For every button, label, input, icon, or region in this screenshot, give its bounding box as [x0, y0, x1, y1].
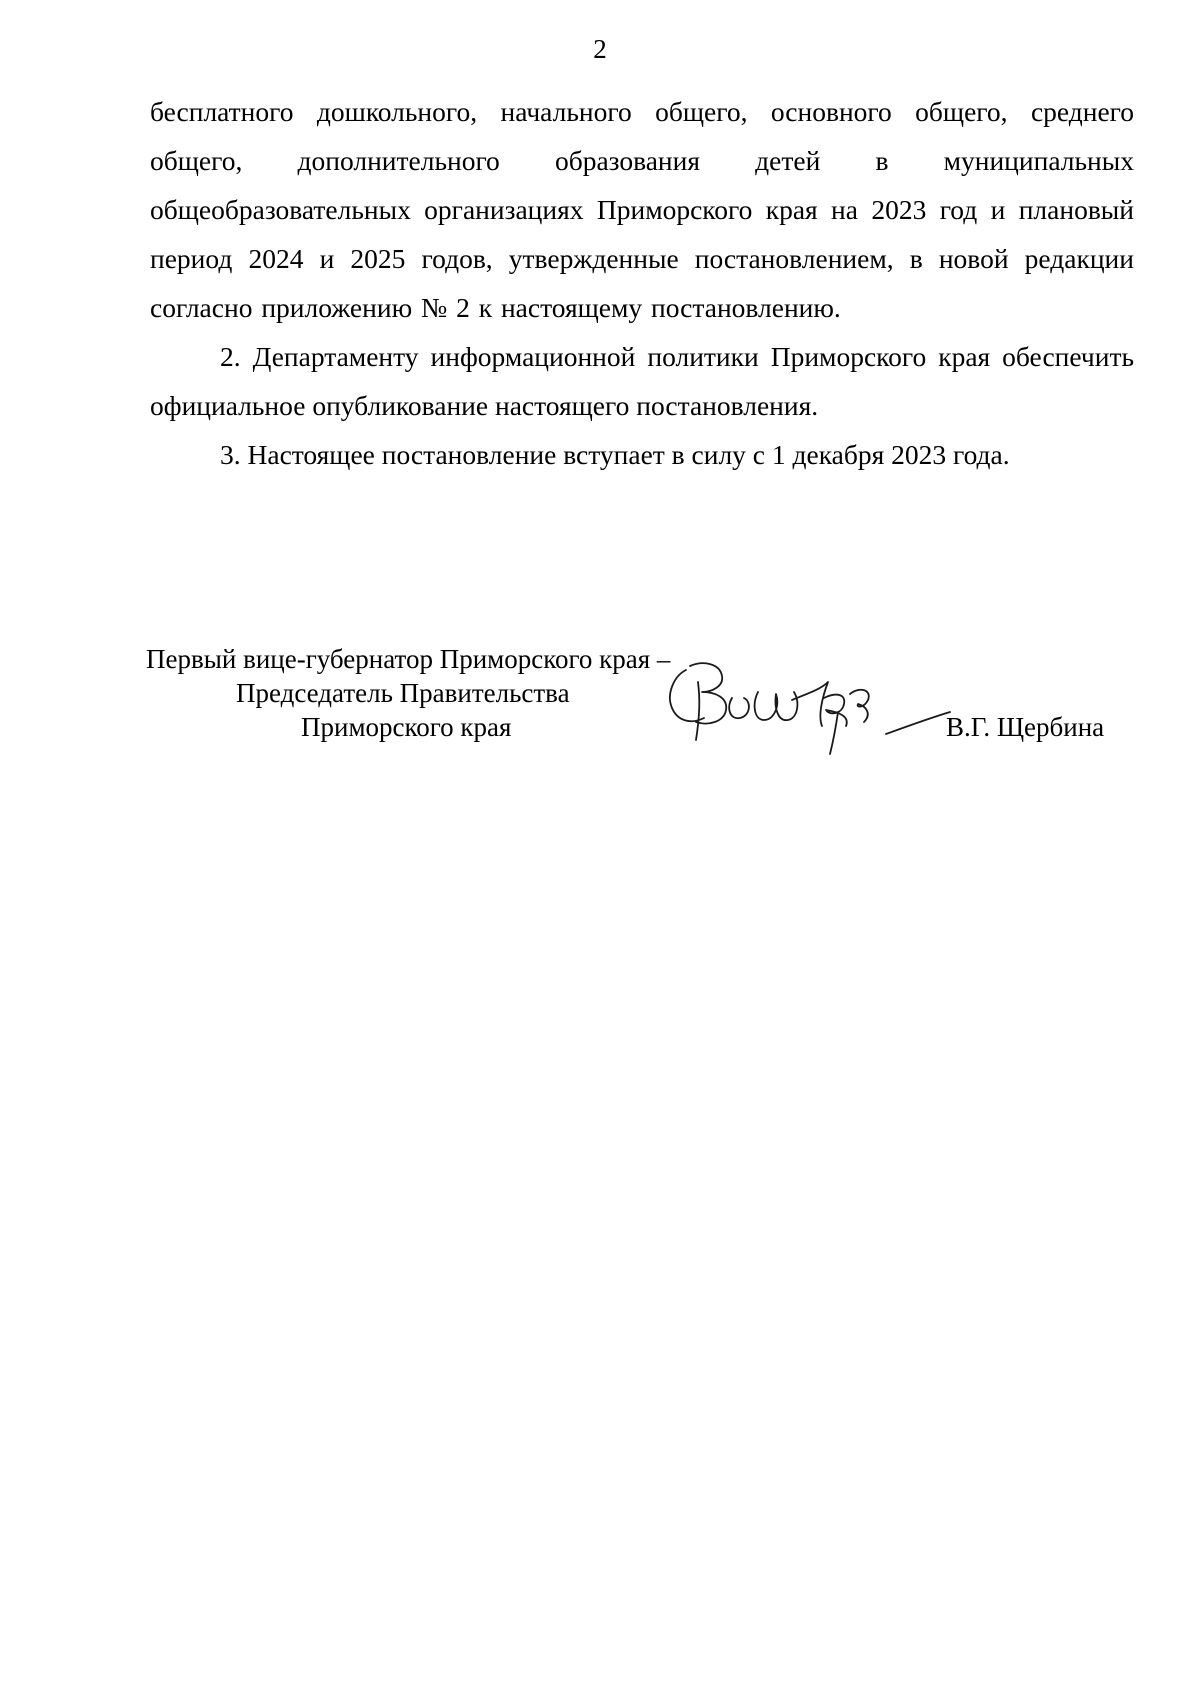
signer-position-line-1: Первый вице-губернатор Приморского края – — [146, 644, 671, 674]
paragraph-clause-3: 3. Настоящее постановление вступает в силу с 1 декабря 2023 года. — [220, 439, 1010, 470]
page-number: 2 — [593, 34, 607, 64]
paragraph-clause-2: 2. Департаменту информационной политики Приморского края обеспечить официальное опубликование настоящего постановления. — [150, 341, 1134, 421]
paragraph-continuation: бесплатного дошкольного, начального общего, основного общего, среднего общего, дополнительного образования детей в муниципальных общеобразовательных организациях Приморского края на 2023 год и плановый период 2024 и 2025 годов, утвержденные постановлением, в новой редакции согласно приложению № 2 к настоящему постановлению. — [150, 96, 1134, 323]
signer-position-line-3: Приморского края — [301, 712, 512, 742]
signer-position-line-2: Председатель Правительства — [236, 678, 570, 708]
signature-block — [146, 642, 1136, 762]
signer-name: В.Г. Щербина — [946, 712, 1105, 742]
document-body — [150, 87, 1134, 479]
handwritten-signature-icon — [646, 642, 966, 762]
